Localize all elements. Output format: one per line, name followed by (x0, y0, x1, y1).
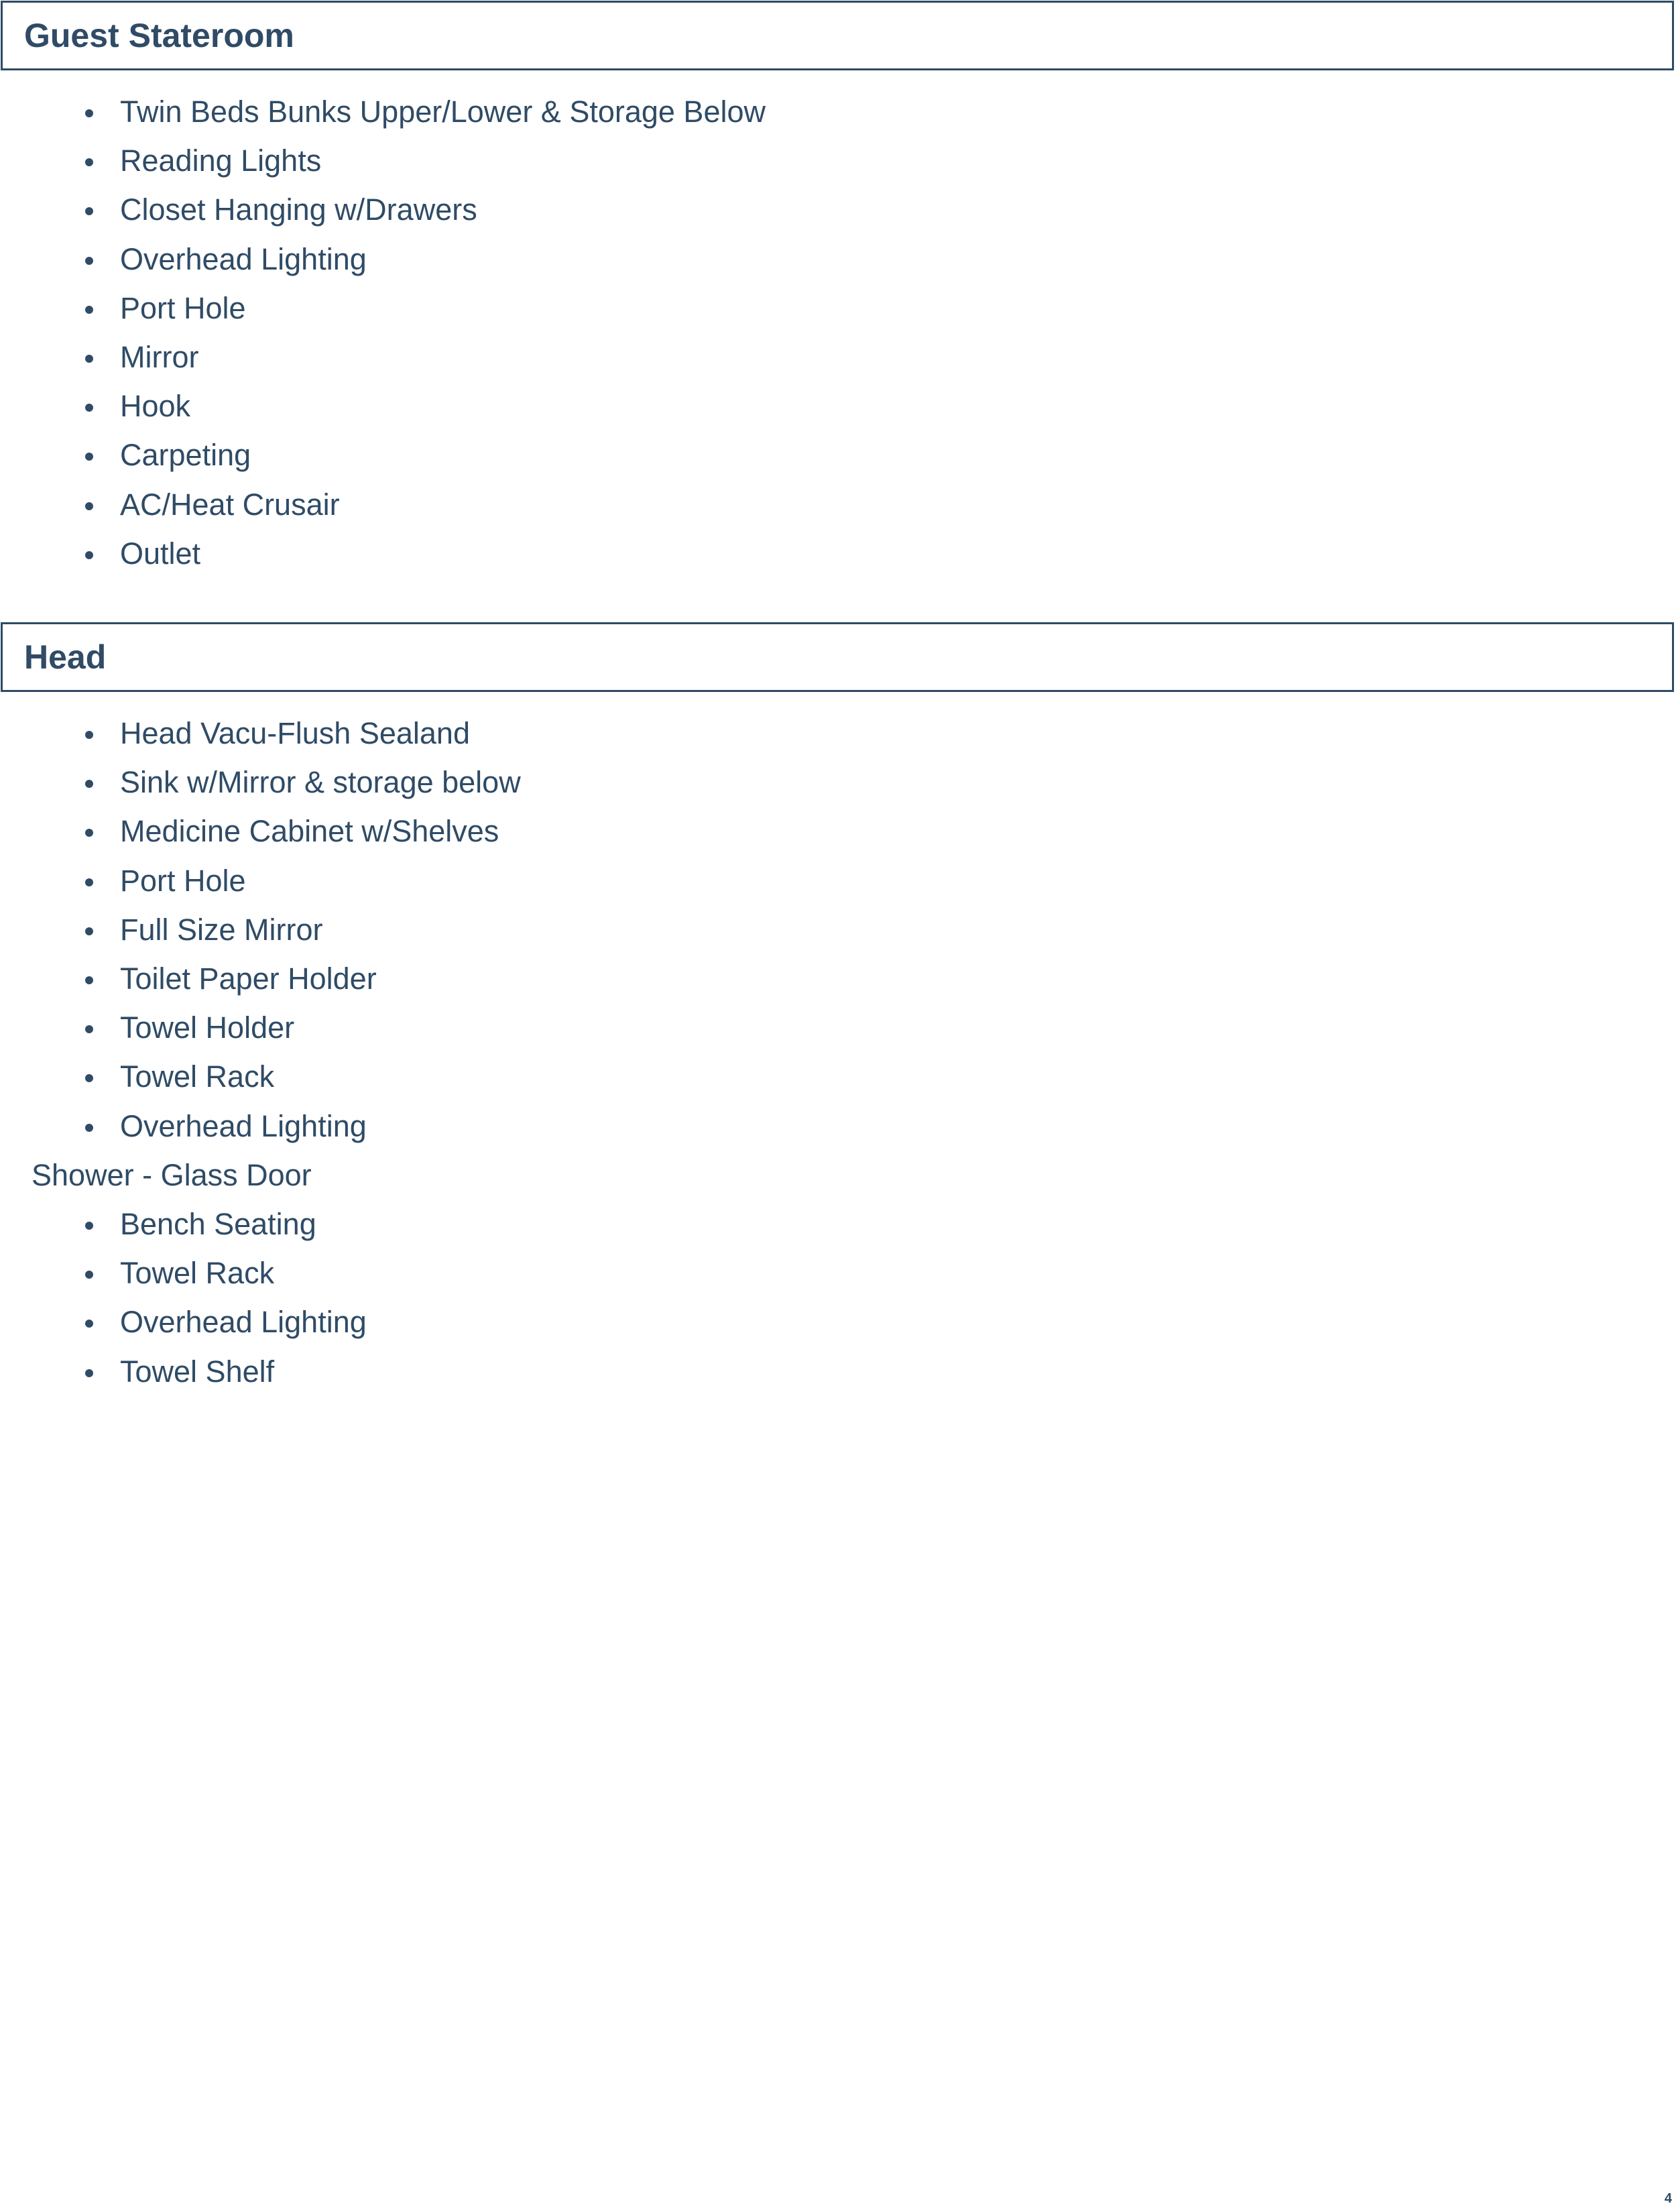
list-item: Full Size Mirror (0, 905, 521, 954)
head-list (0, 709, 521, 1151)
list-item: Reading Lights (0, 136, 766, 185)
list-item: AC/Heat Crusair (0, 480, 766, 529)
list-item: Overhead Lighting (0, 235, 766, 284)
list-item: Sink w/Mirror & storage below (0, 758, 521, 807)
subsection-title-shower: Shower - Glass Door (32, 1158, 312, 1192)
list-item: Port Hole (0, 284, 766, 333)
section-title: Guest Stateroom (24, 17, 294, 54)
guest-stateroom-list (0, 87, 766, 578)
list-item: Medicine Cabinet w/Shelves (0, 807, 521, 856)
list-item: Hook (0, 382, 766, 430)
list-item: Towel Holder (0, 1003, 521, 1052)
list-item: Bench Seating (0, 1200, 367, 1248)
section-header-guest-stateroom (1, 1, 1674, 70)
shower-list (0, 1200, 367, 1396)
section-header-head (1, 622, 1674, 692)
list-item: Overhead Lighting (0, 1102, 521, 1151)
list-item: Towel Rack (0, 1248, 367, 1297)
list-item: Port Hole (0, 856, 521, 905)
list-item: Toilet Paper Holder (0, 954, 521, 1003)
list-item: Head Vacu-Flush Sealand (0, 709, 521, 758)
page-number: 4 (1664, 2191, 1672, 2206)
list-item: Towel Shelf (0, 1347, 367, 1396)
list-item: Outlet (0, 529, 766, 578)
list-item: Towel Rack (0, 1052, 521, 1101)
list-item: Mirror (0, 333, 766, 382)
list-item: Twin Beds Bunks Upper/Lower & Storage Below (0, 87, 766, 136)
section-title: Head (24, 638, 107, 676)
list-item: Overhead Lighting (0, 1297, 367, 1346)
list-item: Closet Hanging w/Drawers (0, 185, 766, 234)
list-item: Carpeting (0, 430, 766, 479)
